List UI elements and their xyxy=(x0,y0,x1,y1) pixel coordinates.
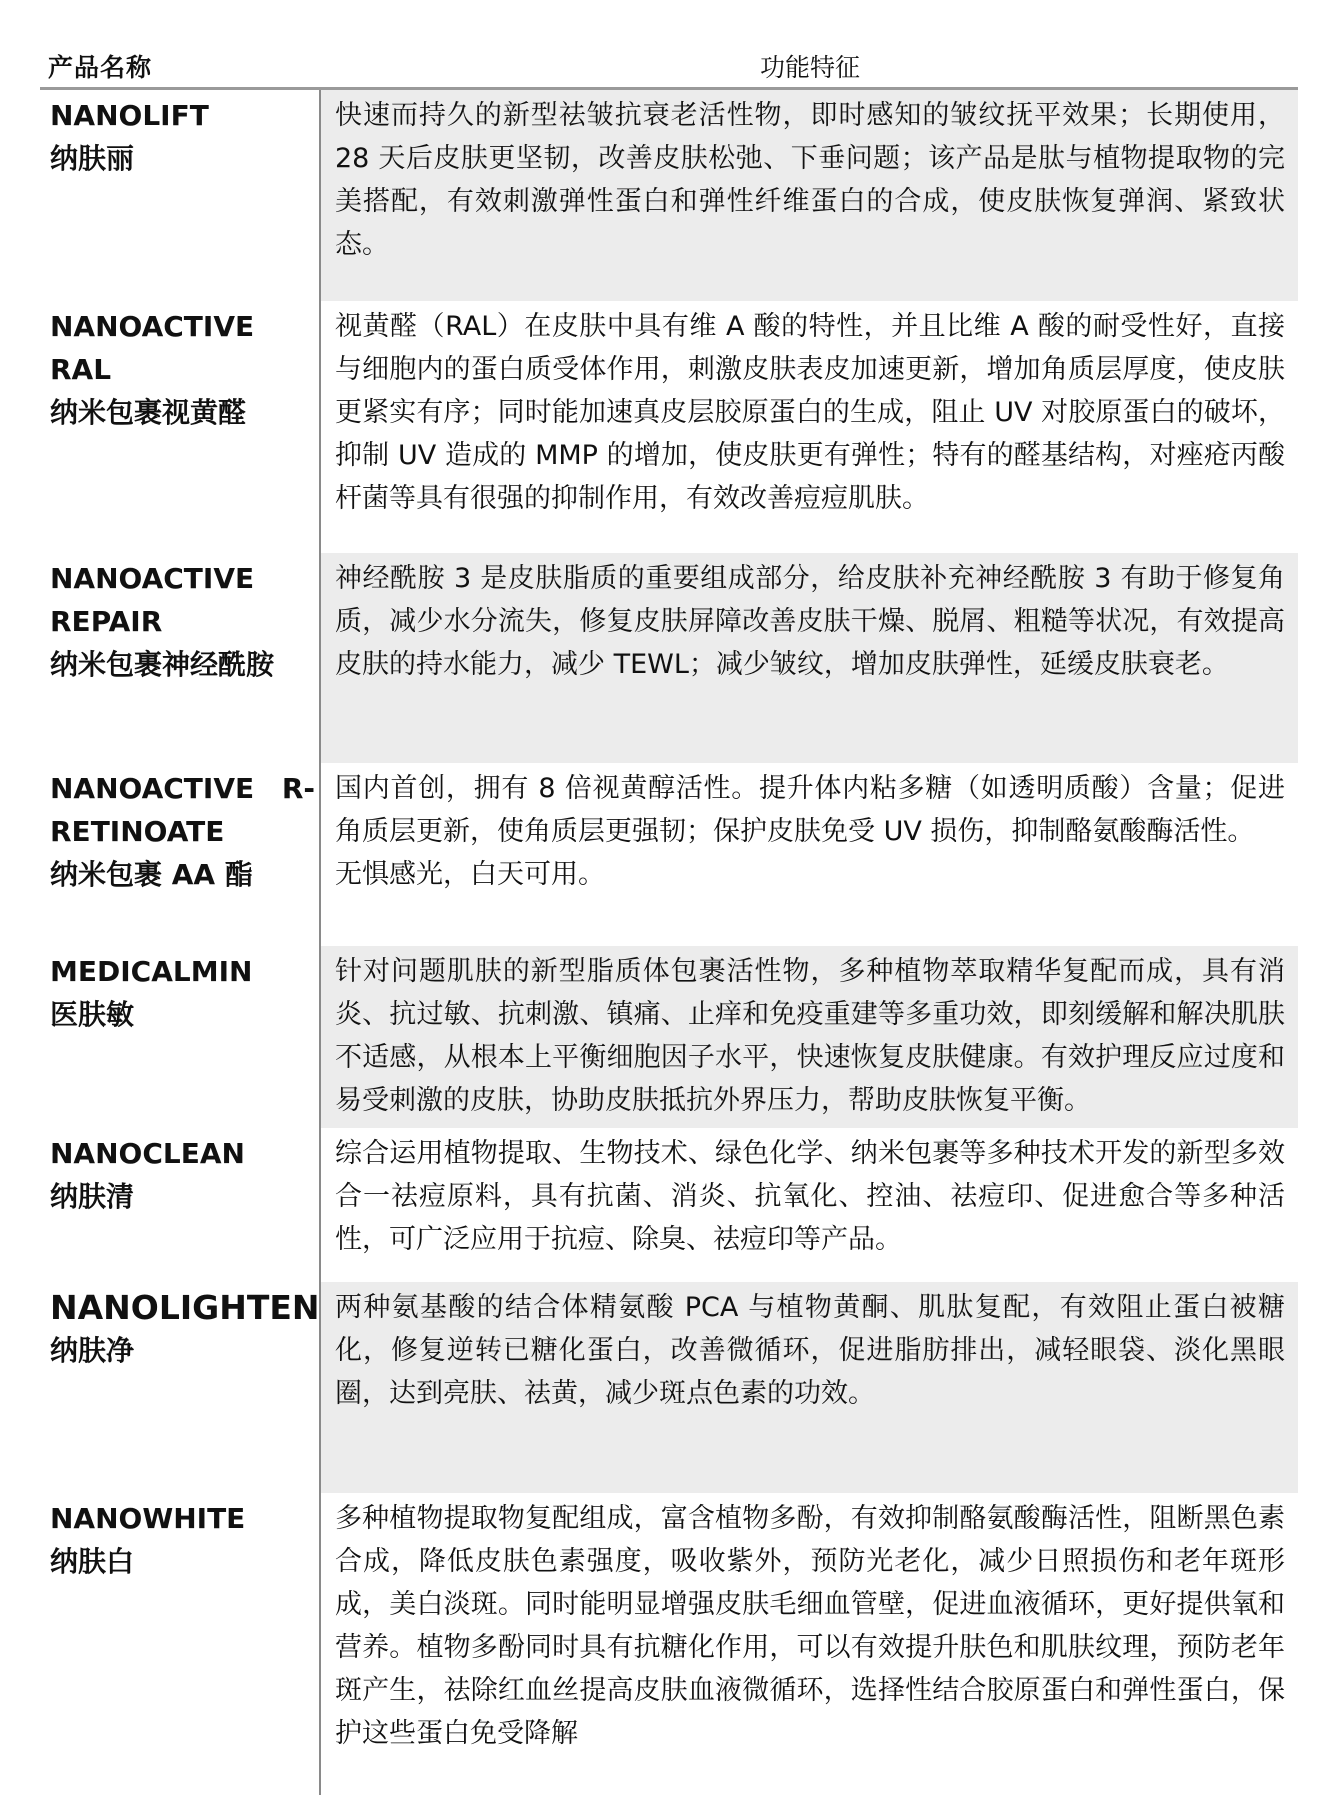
product-description xyxy=(335,557,1285,686)
product-description xyxy=(335,1497,1285,1755)
product-name-en: MEDICALMIN xyxy=(50,955,253,988)
product-name-cn: 医肤敏 xyxy=(50,998,135,1031)
product-name-en-line2: RAL xyxy=(50,353,112,386)
product-name xyxy=(50,305,312,434)
product-description xyxy=(335,950,1285,1122)
product-description xyxy=(335,767,1285,896)
product-row-nanowhite xyxy=(0,1493,1332,1795)
product-name-cn: 纳米包裹神经酰胺 xyxy=(50,648,275,681)
product-name-en: NANOLIFT xyxy=(50,99,209,132)
product-name-en-line1: NANOACTIVE xyxy=(50,562,255,595)
description-paragraph: 无惧感光，白天可用。 xyxy=(335,859,605,890)
product-row-nanolift xyxy=(0,90,1332,301)
product-row-nanoactive-repair xyxy=(0,553,1332,763)
product-name xyxy=(50,94,312,180)
product-name xyxy=(50,1497,312,1583)
product-row-nanoactive-r-retinoate xyxy=(0,763,1332,946)
description-paragraph: 多种植物提取物复配组成，富含植物多酚，有效抑制酪氨酸酶活性，阻断黑色素合成，降低皮肤色素强度，吸收紫外，预防光老化，减少日照损伤和老年斑形成，美白淡斑。同时能明显增强皮肤毛细血管壁，促进血液循环，更好提供氧和营养。植物多酚同时具有抗糖化作用，可以有效提升肤色和肌肤纹理，预防老年斑产生，祛除红血丝提高皮肤血液微循环，选择性结合胶原蛋白和弹性蛋白，保护这些蛋白免受降解 xyxy=(335,1503,1285,1749)
description-paragraph: 针对问题肌肤的新型脂质体包裹活性物，多种植物萃取精华复配而成，具有消炎、抗过敏、抗刺激、镇痛、止痒和免疫重建等多重功效，即刻缓解和解决肌肤不适感，从根本上平衡细胞因子水平，快速恢复皮肤健康。有效护理反应过度和易受刺激的皮肤，协助皮肤抵抗外界压力，帮助皮肤恢复平衡。 xyxy=(335,956,1285,1116)
product-name-en-line2: REPAIR xyxy=(50,605,163,638)
product-name-en-line2: RETINOATE xyxy=(50,815,225,848)
description-paragraph: 视黄醛（RAL）在皮肤中具有维 A 酸的特性，并且比维 A 酸的耐受性好，直接与细胞内的蛋白质受体作用，刺激皮肤表皮加速更新，增加角质层厚度，使皮肤更紧实有序；同时能加速真皮层胶原蛋白的生成，阻止 UV 对胶原蛋白的破坏，抑制 UV 造成的 MMP 的增加，使皮肤更有弹性；特有的醛基结构，对痤疮丙酸杆菌等具有很强的抑制作用，有效改善痘痘肌肤。 xyxy=(335,311,1285,514)
product-name-cn: 纳米包裹 AA 酯 xyxy=(50,858,253,891)
product-name-cn: 纳肤净 xyxy=(50,1334,135,1367)
product-description xyxy=(335,94,1285,266)
product-row-medicalmin xyxy=(0,946,1332,1128)
product-row-nanolighten xyxy=(0,1282,1332,1493)
product-name-cn: 纳肤清 xyxy=(50,1180,135,1213)
product-name-cn: 纳肤丽 xyxy=(50,142,135,175)
product-description xyxy=(335,1286,1285,1415)
product-name-en-line1: NANOACTIVE R- xyxy=(50,772,316,805)
product-name-en-line1: NANOACTIVE xyxy=(50,310,255,343)
product-description xyxy=(335,305,1285,520)
product-row-nanoactive-ral xyxy=(0,301,1332,553)
product-description xyxy=(335,1132,1285,1261)
description-paragraph: 快速而持久的新型祛皱抗衰老活性物，即时感知的皱纹抚平效果；长期使用，28 天后皮肤更坚韧，改善皮肤松弛、下垂问题；该产品是肽与植物提取物的完美搭配，有效刺激弹性蛋白和弹性纤维蛋白的合成，使皮肤恢复弹润、紧致状态。 xyxy=(335,100,1285,260)
description-paragraph: 神经酰胺 3 是皮肤脂质的重要组成部分，给皮肤补充神经酰胺 3 有助于修复角质，减少水分流失，修复皮肤屏障改善皮肤干燥、脱屑、粗糙等状况，有效提高皮肤的持水能力，减少 TEWL；减少皱纹，增加皮肤弹性，延缓皮肤衰老。 xyxy=(335,563,1285,680)
product-name xyxy=(50,557,312,686)
product-name xyxy=(50,1286,320,1372)
description-paragraph: 两种氨基酸的结合体精氨酸 PCA 与植物黄酮、肌肽复配，有效阻止蛋白被糖化，修复逆转已糖化蛋白，改善微循环，促进脂肪排出，减轻眼袋、淡化黑眼圈，达到亮肤、祛黄，减少斑点色素的功效。 xyxy=(335,1292,1285,1409)
column-header-product-name: 产品名称 xyxy=(48,53,153,82)
product-name xyxy=(50,1132,312,1218)
description-paragraph: 国内首创，拥有 8 倍视黄醇活性。提升体内粘多糖（如透明质酸）含量；促进角质层更新，使角质层更强韧；保护皮肤免受 UV 损伤，抑制酪氨酸酶活性。 xyxy=(335,773,1285,847)
product-name-cn: 纳米包裹视黄醛 xyxy=(50,396,247,429)
product-name-cn: 纳肤白 xyxy=(50,1545,135,1578)
column-header-features: 功能特征 xyxy=(759,53,860,82)
product-name xyxy=(50,767,316,896)
product-name-en: NANOCLEAN xyxy=(50,1137,245,1170)
product-name xyxy=(50,950,312,1036)
product-name-en: NANOWHITE xyxy=(50,1502,246,1535)
description-paragraph: 综合运用植物提取、生物技术、绿色化学、纳米包裹等多种技术开发的新型多效合一祛痘原料，具有抗菌、消炎、抗氧化、控油、祛痘印、促进愈合等多种活性，可广泛应用于抗痘、除臭、祛痘印等产品。 xyxy=(335,1138,1285,1255)
product-name-en: NANOLIGHTEN xyxy=(50,1288,320,1327)
product-row-nanoclean xyxy=(0,1128,1332,1282)
